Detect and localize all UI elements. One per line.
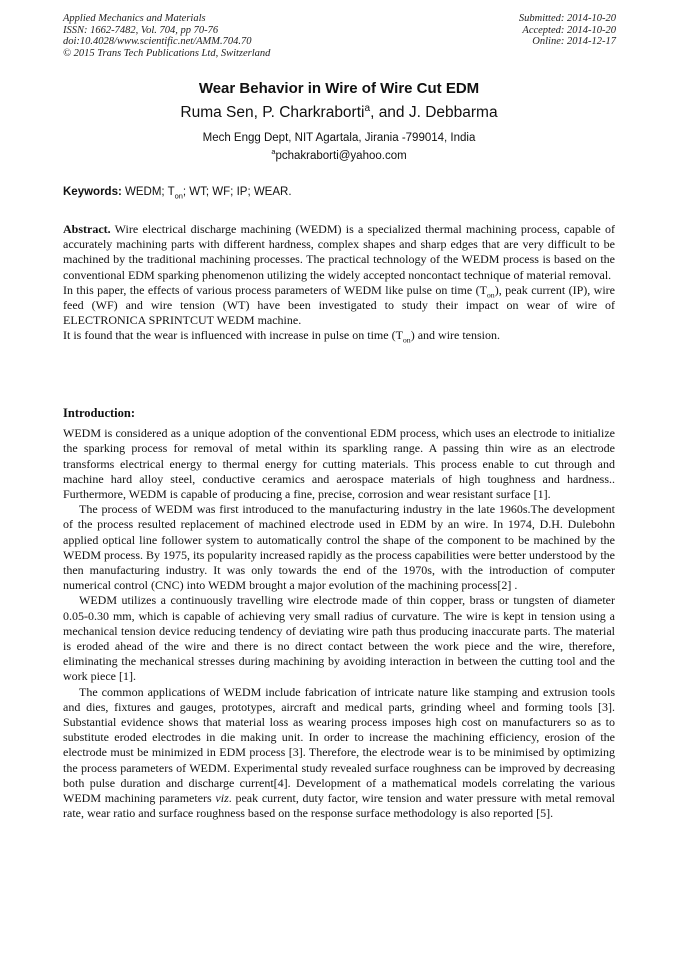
intro-paragraph-2: The process of WEDM was first introduced to the manufacturing industry in the late 1960s.The development of the process resulted replacement of machined electrode used in EDM by an wire. In 1974, D.H. Dulebohn applied optical line follower system to automatically control the shape of the component to be machined by the WEDM process. By 1975, its popularity increased rapidly as the process capabilities were better understood by the then manufacturing industry. It was only towards the end of the 1970s, with the introduction of computer numerical control (CNC) into WEDM brought a major evolution of the machining process[2] .	[63, 502, 615, 593]
journal-doi: doi:10.4028/www.scientific.net/AMM.704.70	[63, 36, 252, 47]
journal-info	[63, 13, 270, 59]
journal-name: Applied Mechanics and Materials	[63, 13, 206, 24]
author-names-rest: , and J. Debbarma	[370, 104, 498, 121]
abstract-subscript-2: on	[486, 290, 495, 300]
journal-issn: ISSN: 1662-7482, Vol. 704, pp 70-76	[63, 24, 219, 36]
abstract-paragraph-1	[63, 222, 615, 283]
email-superscript: a	[271, 147, 276, 157]
keywords	[63, 186, 615, 201]
submitted-date: Submitted: 2014-10-20	[518, 13, 616, 24]
abstract-paragraph-3	[63, 328, 615, 343]
intro-paragraph-4	[63, 685, 615, 822]
abstract-text-2a: In this paper, the effects of various process parameters of WEDM like pulse on time (T	[63, 282, 487, 297]
keywords-subscript: on	[174, 191, 183, 201]
introduction-heading: Introduction:	[63, 406, 136, 420]
journal-copyright: © 2015 Trans Tech Publications Ltd, Switzerland	[63, 47, 271, 59]
email-address: pchakraborti@yahoo.com	[275, 150, 407, 162]
accepted-date: Accepted: 2014-10-20	[522, 24, 616, 36]
intro-text-4b: . peak current, duty factor, wire tension and water pressure with metal removal rate, wear ratio and surface roughness based on the response surface methodology is also reported [5].	[63, 791, 616, 821]
intro-italic-viz: viz	[215, 791, 229, 806]
keywords-text-rest: ; WT; WF; IP; WEAR.	[182, 186, 292, 198]
abstract-label: Abstract.	[63, 222, 111, 236]
abstract-text-1: Wire electrical discharge machining (WEDM) is a specialized thermal machining process, capable of accurately machining parts with different hardness, complex shapes and sharp edges that are very difficult to be machined by the traditional machining processes. The practical technology of the WEDM process is based on the conventional EDM sparking phenomenon utilizing the widely accepted noncontact technique of material removal.	[63, 222, 615, 282]
abstract-paragraph-2	[63, 283, 615, 329]
author-email	[0, 147, 678, 162]
author-names: Ruma Sen, P. Charkraborti	[180, 104, 365, 121]
affiliation: Mech Engg Dept, NIT Agartala, Jirania -799014, India	[202, 132, 476, 144]
abstract-text-3b: ) and wire tension.	[410, 328, 501, 343]
online-date: Online: 2014-12-17	[532, 36, 616, 47]
abstract-text-3a: It is found that the wear is influenced with increase in pulse on time (T	[63, 328, 403, 343]
abstract-subscript-3: on	[402, 335, 411, 345]
abstract-section	[63, 222, 615, 344]
keywords-label: Keywords:	[63, 186, 122, 198]
publication-dates	[519, 13, 616, 48]
author-list	[0, 104, 678, 122]
paper-title: Wear Behavior in Wire of Wire Cut EDM	[198, 80, 480, 97]
intro-paragraph-1: WEDM is considered as a unique adoption of the conventional EDM process, which uses an electrode to initialize the sparking process for removal of metal within its sparkling range. A passing thin wire as an electrode transforms electrical energy to thermal energy for cutting materials. This process enable to cut through and machine hard alloy steel, conductive ceramics and aerospace materials of high toughness and hardness.. Furthermore, WEDM is capable of producing a fine, precise, corrosion and wear resistant surface [1].	[63, 426, 615, 502]
introduction-section	[63, 406, 615, 821]
abstract-text-2b: ), peak current (IP), wire feed (WF) and wire tension (WT) have been investigated to study their impact on wear of wire of ELECTRONICA SPRINTCUT WEDM machine.	[63, 282, 615, 328]
author-superscript: a	[364, 102, 371, 114]
intro-paragraph-3: WEDM utilizes a continuously travelling wire electrode made of thin copper, brass or tungsten of diameter 0.05-0.30 mm, which is capable of achieving very small radius of curvature. The wire is kept in tension using a mechanical tension device reducing tendency of deviating wire path thus producing inaccurate parts. The material is eroded ahead of the wire and there is no direct contact between the work piece and the wire, therefore, eliminating the mechanical stresses during machining by avoiding interaction in between the cutting tool and the work piece [1].	[63, 593, 615, 684]
intro-text-4a: The common applications of WEDM include fabrication of intricate nature like stamping and extrusion tools and dies, fixtures and gauges, prototypes, aircraft and medical parts, grinding wheel and forming tools [3]. Substantial evidence shows that material loss as wearing process imposes high cost on manufacturers so as to substitute eroded electrodes in die making unit. In order to increase the machining efficiency, erosion of the electrode must be minimized in EDM process [3]. Therefore, the electrode wear is to be minimised by optimizing the process parameters of WEDM. Experimental study revealed surface roughness can be improved by decreasing both pulse duration and discharge current[4]. Development of a mathematical models correlating the various WEDM machining parameters	[63, 684, 615, 806]
keywords-text: WEDM; T	[121, 186, 175, 198]
